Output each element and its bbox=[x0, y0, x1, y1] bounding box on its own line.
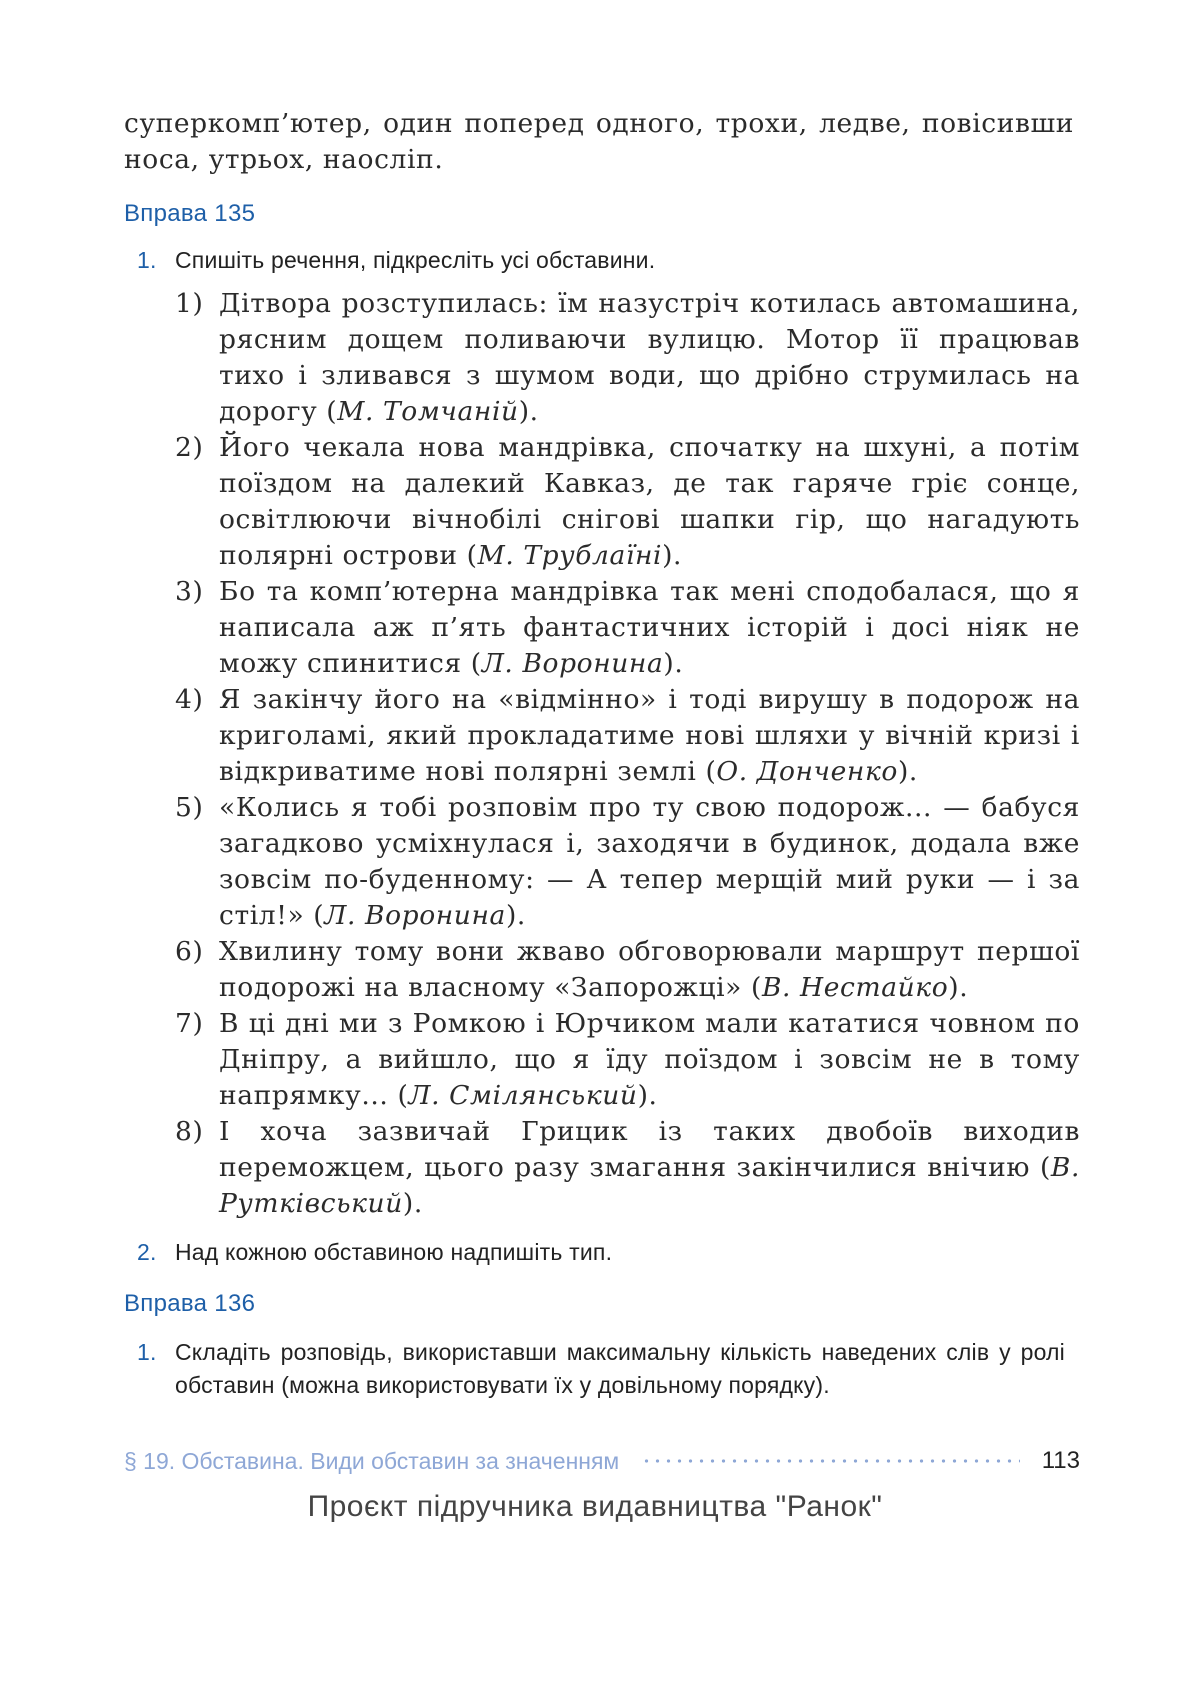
sentence-item bbox=[175, 286, 1080, 430]
sentence-item bbox=[175, 934, 1080, 1006]
sentence-end: ). bbox=[505, 900, 526, 931]
intro-paragraph: суперкомп’ютер, один поперед одного, трохи, ледве, повісивши носа, утрьох, наосліп. bbox=[124, 108, 1074, 175]
sentence-text: Я закінчу його на «відмінно» і тоді вирушу в подорож на криголамі, який прокладатиме нові шляхи у вічній кризі і відкриватиме нові полярні землі ( bbox=[219, 684, 1080, 787]
item-text bbox=[219, 286, 1080, 430]
sentence-text: Дітвора розступилась: їм назустріч котилась автомашина, рясним дощем поливаючи вулицю. Мотор її працював тихо і зливався з шумом води, що дрібно струмилась на дорогу ( bbox=[219, 288, 1080, 427]
item-number: 2) bbox=[175, 432, 204, 463]
sentence-item bbox=[175, 574, 1080, 682]
sentence-list bbox=[175, 286, 1080, 1222]
sentence-end: ). bbox=[402, 1188, 423, 1219]
author-name: В. Рутківський bbox=[219, 1152, 1080, 1219]
sentence-end: ). bbox=[518, 396, 539, 427]
item-text bbox=[219, 934, 1080, 1006]
section-title: § 19. Обставина. Види обставин за значенням bbox=[124, 1447, 620, 1474]
item-text bbox=[219, 1114, 1080, 1222]
item-number: 1) bbox=[175, 288, 204, 319]
publisher-watermark: Проєкт підручника видавництва "Ранок" bbox=[307, 1490, 883, 1523]
task-text: Над кожною обставиною надпишіть тип. bbox=[175, 1239, 613, 1265]
item-text bbox=[219, 1006, 1080, 1114]
task-number: 1. bbox=[137, 1339, 157, 1365]
task-text: Спишіть речення, підкресліть усі обставини. bbox=[175, 247, 656, 273]
exercise-136-heading: Вправа 136 bbox=[124, 1290, 256, 1317]
sentence-end: ). bbox=[897, 756, 918, 787]
author-name: О. Донченко bbox=[716, 756, 898, 787]
page-number: 113 bbox=[1041, 1447, 1080, 1474]
item-number: 7) bbox=[175, 1008, 204, 1039]
author-name: М. Трублаїні bbox=[477, 540, 663, 571]
sentence-text: І хоча зазвичай Грицик із таких двобоїв виходив переможцем, цього разу змагання закінчилися внічию ( bbox=[219, 1116, 1080, 1183]
exercise-135-heading: Вправа 135 bbox=[124, 200, 256, 227]
sentence-item bbox=[175, 682, 1080, 790]
sentence-item bbox=[175, 1006, 1080, 1114]
item-text bbox=[219, 430, 1080, 574]
author-name: В. Нестайко bbox=[761, 972, 949, 1003]
task-number: 2. bbox=[137, 1239, 157, 1265]
sentence-text: В ці дні ми з Ромкою і Юрчиком мали кататися човном по Дніпру, а вийшло, що я їду поїздом і зовсім не в тому напрямку... ( bbox=[219, 1008, 1080, 1111]
sentence-item bbox=[175, 1114, 1080, 1222]
item-text bbox=[219, 790, 1080, 934]
page-footer bbox=[124, 1444, 1080, 1478]
exercise-135-task-2 bbox=[137, 1236, 1077, 1269]
sentence-item bbox=[175, 430, 1080, 574]
sentence-end: ). bbox=[663, 648, 684, 679]
exercise-136-task-1 bbox=[137, 1336, 1077, 1402]
exercise-135-task-1 bbox=[137, 244, 1077, 277]
author-name: Л. Смілянський bbox=[408, 1080, 638, 1111]
sentence-end: ). bbox=[662, 540, 683, 571]
item-number: 4) bbox=[175, 684, 204, 715]
sentence-text: Хвилину тому вони жваво обговорювали маршрут першої подорожі на власному «Запорожці» ( bbox=[219, 936, 1080, 1003]
sentence-end: ). bbox=[948, 972, 969, 1003]
item-number: 6) bbox=[175, 936, 204, 967]
author-name: М. Томчаній bbox=[337, 396, 519, 427]
item-text bbox=[219, 682, 1080, 790]
sentence-item bbox=[175, 790, 1080, 934]
dotted-leader bbox=[641, 1459, 1019, 1463]
author-name: Л. Воронина bbox=[324, 900, 506, 931]
sentence-text: «Колись я тобі розповім про ту свою подорож... — бабуся загадково усміхнулася і, заходячи в будинок, додала вже зовсім по-буденному: — А тепер мерщій мий руки — і за стіл!» ( bbox=[219, 792, 1080, 931]
task-number: 1. bbox=[137, 247, 157, 273]
sentence-text: Бо та комп’ютерна мандрівка так мені сподобалася, що я написала аж п’ять фантастичних історій і досі ніяк не можу спинитися ( bbox=[219, 576, 1080, 679]
task-text: Складіть розповідь, використавши максимальну кількість наведених слів у ролі обставин (можна використовувати їх у довільному порядку). bbox=[175, 1339, 1065, 1398]
item-number: 3) bbox=[175, 576, 204, 607]
item-number: 8) bbox=[175, 1116, 204, 1147]
author-name: Л. Воронина bbox=[481, 648, 664, 679]
item-text bbox=[219, 574, 1080, 682]
item-number: 5) bbox=[175, 792, 204, 823]
sentence-text: Його чекала нова мандрівка, спочатку на шхуні, а потім поїздом на далекий Кавказ, де так гаряче гріє сонце, освітлюючи вічнобілі снігові шапки гір, що нагадують полярні острови ( bbox=[219, 432, 1080, 571]
sentence-end: ). bbox=[637, 1080, 658, 1111]
